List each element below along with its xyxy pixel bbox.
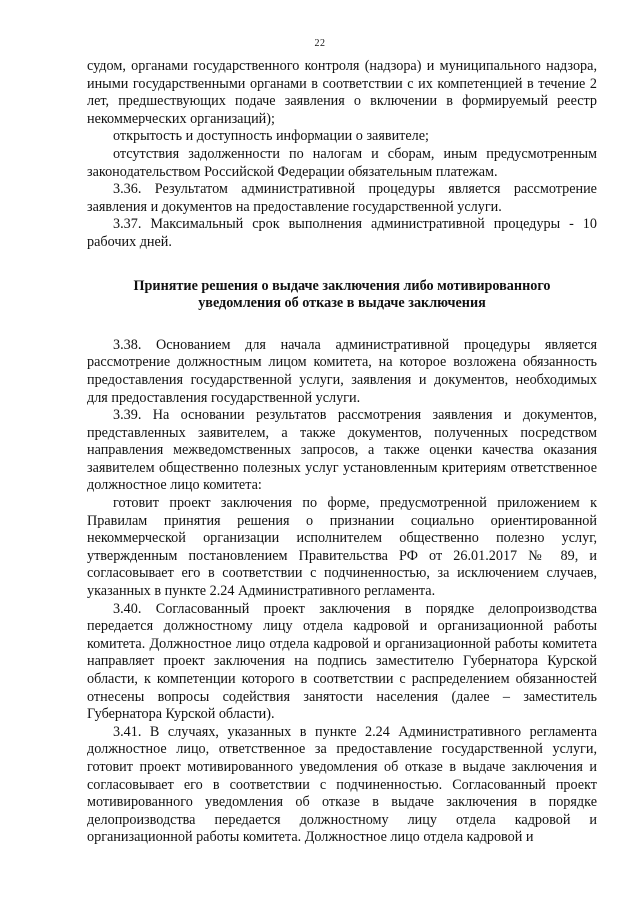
paragraph-openness: открытость и доступность информации о заявителе; [113,128,429,145]
paragraph-3-36: 3.36. Результатом административной процедуры является рассмотрение заявления и документов на предоставление государственной услуги. [87,181,597,215]
paragraph-continuation: судом, органами государственного контроля (надзора) и муниципального надзора, иными государственными органами в соответствии с их компетенцией в течение 2 лет, предшествующих подаче заявления о включении в формируемый реестр некоммерческих организаций); [87,58,597,127]
paragraph-3-40: 3.40. Согласованный проект заключения в порядке делопроизводства передается должностному лицу отдела кадровой и организационной работы комитета. Должностное лицо отдела кадровой и организационной работы комитета направляет проект заключения на подпись заместителю Губернатора Курской области, к компетенции которого в соответствии с распределением обязанностей отнесены вопросы содействия занятости населения (далее – заместитель Губернатора Курской области). [87,600,597,723]
document-body [87,58,597,847]
paragraph-3-37: 3.37. Максимальный срок выполнения административной процедуры - 10 рабочих дней. [87,216,597,250]
paragraph-prepares: готовит проект заключения по форме, предусмотренной приложением к Правилам принятия решения о признании социально ориентированной некоммерческой организации исполнителем общественно полезно услуг, утвержденным постановлением Правительства РФ от 26.01.2017 № 89, и согласовывает его в соответствии с подчиненностью, за исключением случаев, указанных в пункте 2.24 Административного регламента. [87,495,597,600]
section-heading: Принятие решения о выдаче заключения либо мотивированного уведомления об отказе в выдаче заключения [133,277,551,312]
paragraph-debts: отсутствия задолженности по налогам и сборам, иным предусмотренным законодательством Российской Федерации обязательным платежам. [87,145,597,180]
paragraph-3-41: 3.41. В случаях, указанных в пункте 2.24 Административного регламента должностное лицо, ответственное за предоставление государственной услуги, готовит проект мотивированного уведомления об отказе в выдаче заключения и согласовывает его в соответствии с подчиненностью. Согласованный проект мотивированного уведомления об отказе в выдаче заключения в порядке делопроизводства передается должностному лицу отдела кадровой и организационной работы комитета. Должностное лицо отдела кадровой и [87,723,597,846]
spacer [87,252,597,278]
paragraph-3-38: 3.38. Основанием для начала административной процедуры является рассмотрение должностным лицом комитета, на которое возложена обязанность предоставления государственной услуги, заявления и документов, необходимых для предоставления государственной услуги. [87,336,597,406]
spacer [87,313,597,337]
paragraph-3-39: 3.39. На основании результатов рассмотрения заявления и документов, представленных заявителем, а также документов, полученных посредством направления межведомственных запросов, а также оценки качества оказания заявителем общественно полезных услуг установленным критериям ответственное должностное лицо комитета: [87,407,597,494]
page-number: 22 [314,38,326,49]
